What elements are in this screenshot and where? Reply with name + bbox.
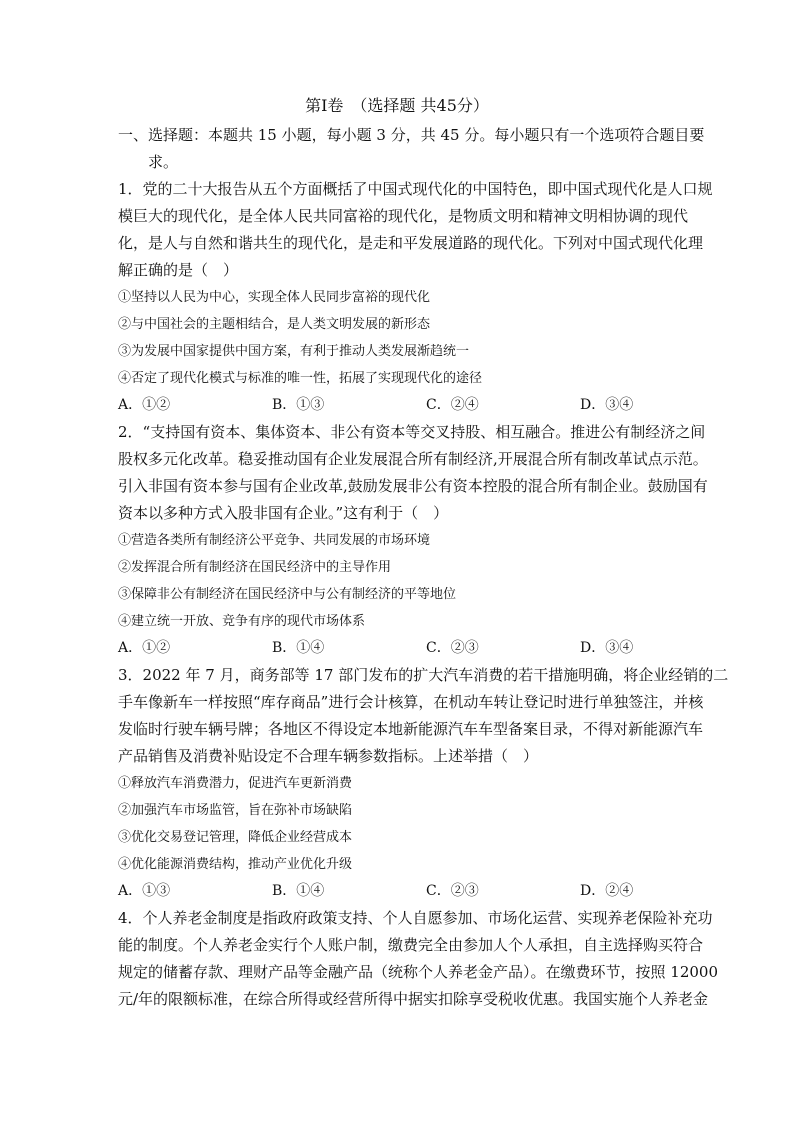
choice-a: A．①② bbox=[118, 640, 171, 656]
choice-d: D．②④ bbox=[580, 883, 634, 899]
statement-option: ④否定了现代化模式与标准的唯一性，拓展了实现现代化的途径 bbox=[118, 371, 483, 386]
question-stem-line: 能的制度。个人养老金实行个人账户制，缴费完全由参加人个人承担，自主选择购买符合 bbox=[118, 936, 704, 954]
question-3 bbox=[118, 662, 729, 905]
question-stem-line: 手车像新车一样按照“库存商品”进行会计核算，在机动车转让登记时进行单独签注，并核 bbox=[118, 693, 704, 711]
statement-option: ③为发展中国家提供中国方案，有利于推动人类发展渐趋统一 bbox=[118, 344, 470, 359]
choice-b: B．①③ bbox=[272, 397, 325, 413]
answer-choices bbox=[118, 635, 674, 662]
choice-c: C．②③ bbox=[426, 640, 479, 656]
choice-b: B．①④ bbox=[272, 640, 325, 656]
statement-option: ④建立统一开放、竞争有序的现代市场体系 bbox=[118, 614, 366, 629]
question-4 bbox=[118, 905, 718, 1013]
answer-choices bbox=[118, 878, 674, 905]
choice-d: D．③④ bbox=[580, 640, 634, 656]
question-stem-line: 引入非国有资本参与国有企业改革,鼓励发展非公有资本控股的混合所有制企业。鼓励国有 bbox=[118, 477, 708, 495]
question-stem-line: 资本以多种方式入股非国有企业。”这有利于（ ） bbox=[118, 504, 449, 522]
question-stem-line: 产品销售及消费补贴设定不合理车辆参数指标。上述举措（ ） bbox=[118, 747, 539, 765]
answer-choices bbox=[118, 392, 674, 419]
choice-a: A．①③ bbox=[118, 883, 171, 899]
exam-content bbox=[118, 122, 729, 1013]
choice-c: C．②③ bbox=[426, 883, 479, 899]
statement-option: ②与中国社会的主题相结合，是人类文明发展的新形态 bbox=[118, 317, 431, 332]
choice-c: C．②④ bbox=[426, 397, 479, 413]
question-stem-line: 2．“支持国有资本、集体资本、非公有资本等交叉持股、相互融合。推进公有制经济之间 bbox=[118, 423, 706, 441]
instruction-line: 求。 bbox=[148, 153, 179, 171]
choice-b: B．①④ bbox=[272, 883, 325, 899]
instruction-line: 一、选择题：本题共 15 小题，每小题 3 分，共 45 分。每小题只有一个选项符合题目要 bbox=[118, 126, 705, 144]
statement-option: ③保障非公有制经济在国民经济中与公有制经济的平等地位 bbox=[118, 587, 457, 602]
statement-option: ②发挥混合所有制经济在国民经济中的主导作用 bbox=[118, 560, 392, 575]
question-stem-line: 解正确的是（ ） bbox=[118, 261, 239, 279]
question-stem-line: 规定的储蓄存款、理财产品等金融产品（统称个人养老金产品）。在缴费环节，按照 12000 bbox=[118, 963, 718, 981]
question-stem-line: 股权多元化改革。稳妥推动国有企业发展混合所有制经济,开展混合所有制改革试点示范。 bbox=[118, 450, 708, 468]
question-stem-line: 4．个人养老金制度是指政府政策支持、个人自愿参加、市场化运营、实现养老保险补充功 bbox=[118, 909, 713, 927]
question-1 bbox=[118, 176, 713, 419]
question-stem-line: 3．2022 年 7 月，商务部等 17 部门发布的扩大汽车消费的若干措施明确，将企业经销的二 bbox=[118, 666, 729, 684]
section-title: 第Ⅰ卷 （选择题 共45分） bbox=[305, 96, 489, 115]
question-2 bbox=[118, 419, 708, 662]
question-stem-line: 元/年的限额标准，在综合所得或经营所得中据实扣除享受税收优惠。我国实施个人养老金 bbox=[118, 990, 709, 1008]
statement-option: ④优化能源消费结构，推动产业优化升级 bbox=[118, 857, 353, 872]
statement-option: ①营造各类所有制经济公平竞争、共同发展的市场环境 bbox=[118, 533, 431, 548]
choice-d: D．③④ bbox=[580, 397, 634, 413]
statement-option: ②加强汽车市场监管，旨在弥补市场缺陷 bbox=[118, 803, 353, 818]
choice-a: A．①② bbox=[118, 397, 171, 413]
instructions bbox=[118, 122, 705, 176]
question-stem-line: 发临时行驶车辆号牌；各地区不得设定本地新能源汽车车型备案目录，不得对新能源汽车 bbox=[118, 720, 704, 738]
statement-option: ③优化交易登记管理，降低企业经营成本 bbox=[118, 830, 353, 845]
statement-option: ①坚持以人民为中心，实现全体人民同步富裕的现代化 bbox=[118, 290, 431, 305]
question-stem-line: 1．党的二十大报告从五个方面概括了中国式现代化的中国特色，即中国式现代化是人口规 bbox=[118, 180, 713, 198]
question-stem-line: 化，是人与自然和谐共生的现代化，是走和平发展道路的现代化。下列对中国式现代化理 bbox=[118, 234, 704, 252]
statement-option: ①释放汽车消费潜力，促进汽车更新消费 bbox=[118, 776, 353, 791]
question-stem-line: 模巨大的现代化，是全体人民共同富裕的现代化，是物质文明和精神文明相协调的现代 bbox=[118, 207, 689, 225]
